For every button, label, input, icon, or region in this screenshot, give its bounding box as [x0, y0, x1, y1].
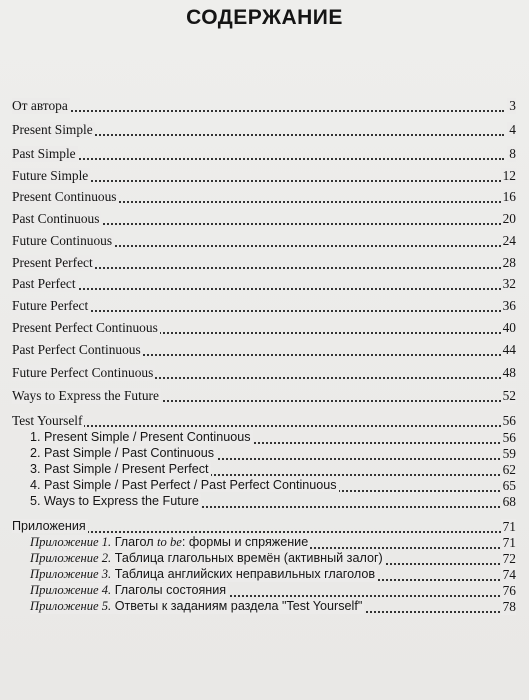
toc-page-number: 20 [502, 211, 516, 226]
dot-leader [12, 276, 504, 290]
appendix-title-rest: : формы и спряжение [181, 535, 309, 549]
toc-entry-label: Test Yourself [12, 413, 83, 428]
toc-entry-label: Present Continuous [12, 189, 117, 204]
toc-page-number: 48 [502, 365, 516, 380]
toc-entry-label: 3. Past Simple / Present Perfect [30, 462, 209, 476]
toc-entry [0, 122, 529, 142]
toc-page-number: 78 [502, 599, 516, 614]
toc-page-number: 16 [502, 189, 516, 204]
toc-page-number: 56 [502, 430, 516, 445]
toc-entry-label: Ways to Express the Future [12, 388, 159, 403]
toc-page-number: 59 [502, 446, 516, 461]
toc-entry-label: 1. Present Simple / Present Continuous [30, 430, 251, 444]
toc-entry-label: От автора [12, 98, 68, 113]
toc-entry [0, 365, 529, 385]
toc-entry-label: Past Simple [12, 146, 76, 161]
dot-leader [12, 146, 504, 160]
appendix-number: Приложение 3. [30, 567, 112, 581]
toc-page-number: 3 [509, 98, 516, 113]
toc-page-number: 4 [509, 122, 516, 137]
toc-entry-label: 4. Past Simple / Past Perfect / Past Perfect Continuous [30, 478, 337, 492]
page-title: СОДЕРЖАНИЕ [186, 6, 343, 29]
dot-leader [12, 413, 504, 427]
toc-page-number: 74 [502, 567, 516, 582]
appendix-title: Таблица английских неправильных глаголов [114, 567, 376, 581]
toc-entry-label: Past Perfect Continuous [12, 342, 141, 357]
toc-entry-label: Future Continuous [12, 233, 113, 248]
appendix-title-italic: to be [157, 535, 182, 549]
toc-page-number: 71 [502, 519, 516, 534]
toc-entry [0, 211, 529, 231]
toc-entry [0, 146, 529, 166]
toc-entry [0, 98, 529, 118]
toc-page-number: 62 [502, 462, 516, 477]
toc-entry-label: Present Perfect [12, 255, 93, 270]
toc-page-number: 71 [502, 535, 516, 550]
toc-entry-label [30, 583, 228, 598]
toc-entry-label: Future Perfect Continuous [12, 365, 154, 380]
toc-entry-label: Приложения [12, 519, 86, 533]
toc-entry-label: Present Perfect Continuous [12, 320, 158, 335]
toc-entry-label: Present Simple [12, 122, 93, 137]
toc-page-number: 72 [502, 551, 516, 566]
toc-page-number: 28 [502, 255, 516, 270]
dot-leader [12, 98, 504, 112]
toc-entry-label [30, 551, 385, 566]
appendix-number: Приложение 1. [30, 535, 112, 549]
toc-page-number: 52 [502, 388, 516, 403]
toc-page-number: 56 [502, 413, 516, 428]
appendix-title: Глаголы состояния [114, 583, 227, 597]
appendix-title: Глагол [114, 535, 158, 549]
toc-page-number: 44 [502, 342, 516, 357]
toc-entry-label [30, 535, 310, 550]
toc-entry-label: Past Continuous [12, 211, 100, 226]
toc-entry-label: Past Perfect [12, 276, 76, 291]
toc-page-number: 24 [502, 233, 516, 248]
toc-entry [0, 255, 529, 275]
toc-page-number: 68 [502, 494, 516, 509]
toc-subentry [0, 494, 529, 514]
toc-page-number: 40 [502, 320, 516, 335]
toc-entry [0, 388, 529, 408]
toc-entry [0, 168, 529, 188]
toc-entry-label: 5. Ways to Express the Future [30, 494, 199, 508]
toc-page-number: 36 [502, 298, 516, 313]
toc-subentry-appendix [0, 599, 529, 619]
toc-entry-label: Future Perfect [12, 298, 89, 313]
toc-entry [0, 233, 529, 253]
appendix-number: Приложение 2. [30, 551, 112, 565]
toc-entry-label [30, 567, 377, 582]
toc-entry-label: Future Simple [12, 168, 89, 183]
toc-page-number: 65 [502, 478, 516, 493]
toc-entry-label: 2. Past Simple / Past Continuous [30, 446, 215, 460]
appendix-number: Приложение 4. [30, 583, 112, 597]
toc-page-number: 8 [509, 146, 516, 161]
toc-entry [0, 189, 529, 209]
toc-entry [0, 320, 529, 340]
appendix-title: Таблица глагольных времён (активный залог) [114, 551, 383, 565]
appendix-number: Приложение 5. [30, 599, 112, 613]
toc-page-number: 12 [502, 168, 516, 183]
toc-page-number: 76 [502, 583, 516, 598]
toc-page-number: 32 [502, 276, 516, 291]
toc-entry [0, 342, 529, 362]
toc-entry [0, 298, 529, 318]
toc-entry-label [30, 599, 364, 614]
toc-entry [0, 276, 529, 296]
appendix-title: Ответы к заданиям раздела "Test Yourself" [114, 599, 363, 613]
